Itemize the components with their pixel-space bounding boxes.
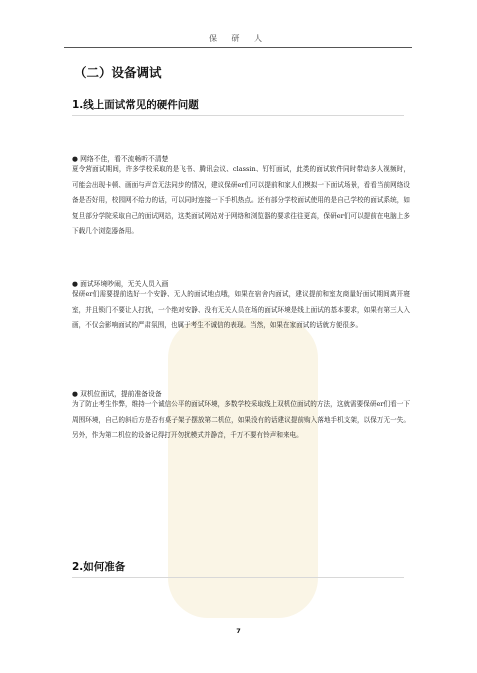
paragraph-environment: 保研er们需要提前选好一个安静、无人的面试地点哦，如果在宿舍内面试，建议提前和室友商量好面试期间离开寝室，并且锁门不要让人打扰，一个绝对安静、没有无关人员在场的面试环境是线上面试的基本要求，如果有第三人入画，不仅会影响面试的严肃氛围，也属于考生不诚信的表现。当然，如果在家面试的话就方便很多。 xyxy=(72,290,410,329)
page-number: 7 xyxy=(236,627,241,635)
paragraph-dual-camera: 为了防止考生作弊，维持一个诚信公平的面试环境，多数学校采取线上双机位面试的方法，这就需要保研er们看一下周围环境，自己的斜后方是否有桌子架子摆放第二机位，如果没有的话建议提前购入落地手机支架，以保万无一失。另外，作为第二机位的设备记得打开勿扰模式并静音，千万不要有铃声和来电。 xyxy=(72,400,410,439)
running-header: 保 研 人 xyxy=(208,34,269,43)
bullet-environment: ● 面试环境吵闹，无关人员入画 xyxy=(72,280,169,288)
bullet-network: ● 网络不佳，看不流畅听不清楚 xyxy=(72,155,169,163)
heading-hardware-issues: 1.线上面试常见的硬件问题 xyxy=(72,99,199,111)
section-title: （二）设备调试 xyxy=(74,65,162,80)
paragraph-network: 夏令营面试期间，许多学校采取的是飞书、腾讯会议、classin、钉钉面试，此类的面试软件同时带动多人视频时，可能会出现卡顿、画面与声音无法同步的情况，建议保研er们可以提前和家人们模拟一下面试场景，看看当前网络设备是否好用，校园网不给力的话，可以同时连接一下手机热点。还有部分学校面试使用的是自己学校的面试系统，如复旦部分学院采取自己的面试网站，这类面试网站对于网络和浏览器的要求往往更高，保研er们可以提前在电脑上多下载几个浏览器备用。 xyxy=(72,165,410,235)
heading-rule xyxy=(72,115,404,116)
watermark-logo xyxy=(168,318,318,618)
header-rule xyxy=(64,47,412,48)
heading-how-to-prepare: 2.如何准备 xyxy=(72,561,126,573)
heading-rule-2 xyxy=(72,577,404,578)
bullet-dual-camera: ● 双机位面试，提前准备设备 xyxy=(72,390,162,398)
